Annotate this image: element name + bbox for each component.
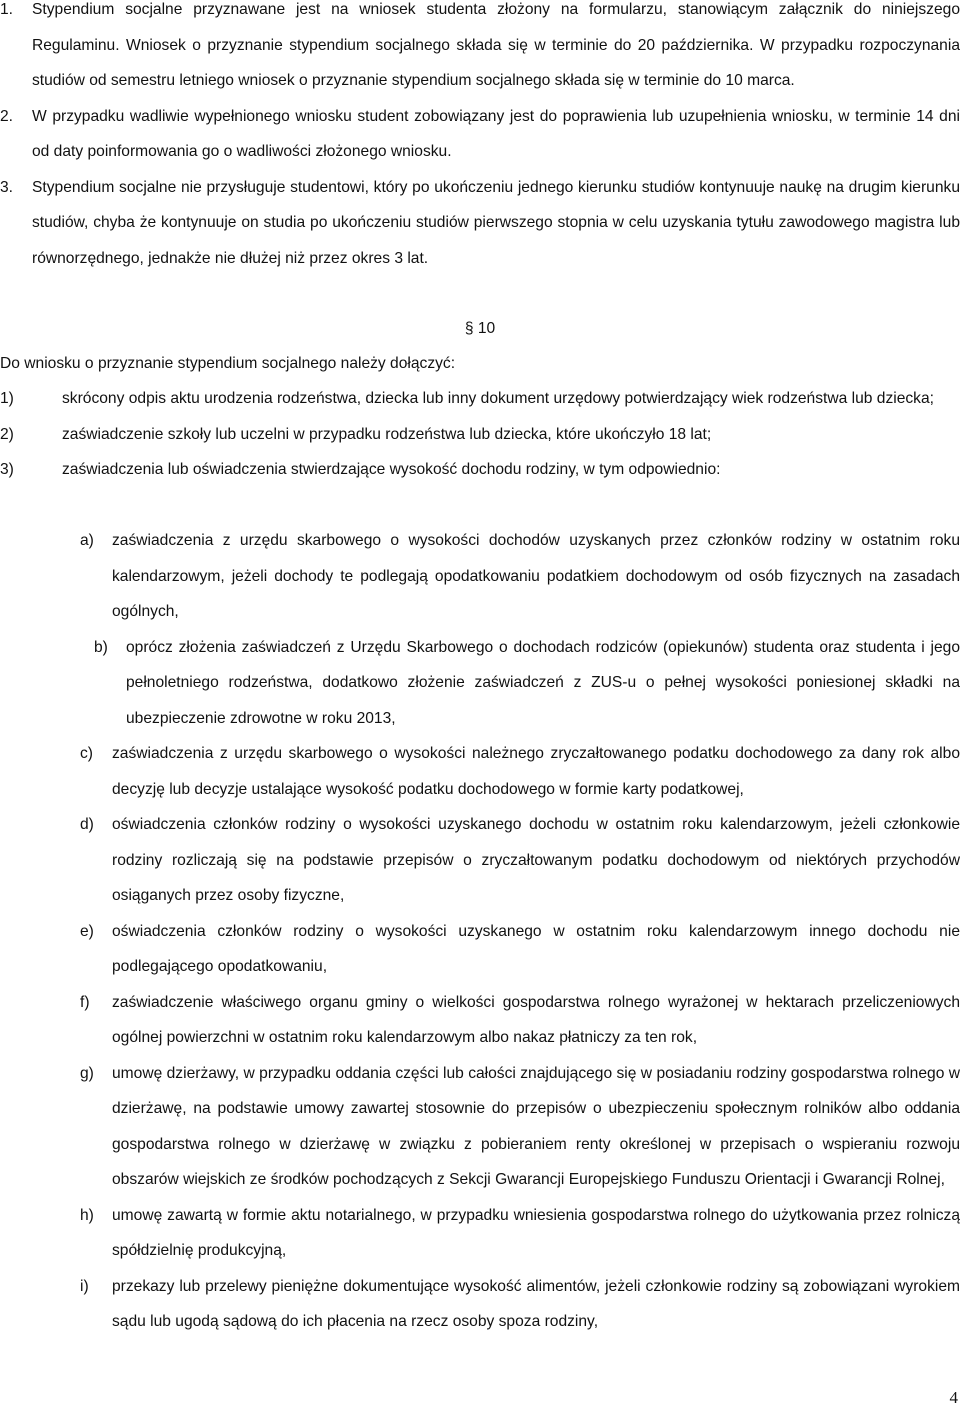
list-text: skrócony odpis aktu urodzenia rodzeństwa, dziecka lub inny dokument urzędowy potwierdzający wiek rodzeństwa lub dziecka; xyxy=(62,390,934,407)
sublist-letter: d) xyxy=(80,816,94,833)
sublist-item xyxy=(0,985,960,1056)
sublist-item xyxy=(0,630,960,737)
sublist-letter: f) xyxy=(80,993,90,1011)
page-number: 4 xyxy=(949,1388,958,1407)
sublist-text: zaświadczenia z urzędu skarbowego o wysokości należnego zryczałtowanego podatku dochodowego za dany rok albo decyzję lub decyzje ustalające wysokość podatku dochodowego w formie karty podatkowej, xyxy=(112,745,960,798)
paragraph-number: 3. xyxy=(0,178,14,196)
numbered-paragraphs xyxy=(0,0,960,276)
sublist-letter: g) xyxy=(80,1064,94,1082)
paragraph-text: Stypendium socjalne nie przysługuje studentowi, który po ukończeniu jednego kierunku studiów kontynuuje naukę na drugim kierunku studiów, chyba że kontynuuje on studia po ukończeniu studiów pierwszego stopnia w celu uzyskania tytułu zawodowego magistra lub równorzędnego, jednakże nie dłużej niż przez okres 3 lat. xyxy=(32,178,960,267)
sublist-letter: i) xyxy=(80,1277,89,1295)
sublist-letter: c) xyxy=(80,745,93,762)
sublist-item xyxy=(0,914,960,985)
sublist-letter: a) xyxy=(80,532,94,549)
list-item xyxy=(0,381,960,417)
intro-text: Do wniosku o przyznanie stypendium socjalnego należy dołączyć: xyxy=(0,355,456,372)
sublist-letter: h) xyxy=(80,1206,94,1224)
sublist-letter: e) xyxy=(80,922,94,940)
paragraph-text: Stypendium socjalne przyznawane jest na wniosek studenta złożony na formularzu, stanowiącym załącznik do niniejszego Regulaminu. Wniosek o przyznanie stypendium socjalnego składa się w terminie do 20 października. W przypadku rozpoczynania studiów od semestru letniego wniosek o przyznanie stypendium socjalnego składa się w terminie do 10 marca. xyxy=(32,1,960,89)
sublist-letter: b) xyxy=(94,638,108,656)
paragraph-3 xyxy=(0,170,960,277)
list-text: zaświadczenie szkoły lub uczelni w przypadku rodzeństwa lub dziecka, które ukończyło 18 lat; xyxy=(62,425,712,443)
section-heading: § 10 xyxy=(464,320,496,337)
sublist-item xyxy=(0,1269,960,1340)
paragraph-number: 2. xyxy=(0,107,14,125)
paragraph-1 xyxy=(0,0,960,99)
sublist-item xyxy=(0,736,960,807)
sublist-text: umowę dzierżawy, w przypadku oddania części lub całości znajdującego się w posiadaniu rodziny gospodarstwa rolnego w dzierżawę, na podstawie umowy zawartej stosownie do przepisów o ubezpieczeniu społecznym rolników albo oddania gospodarstwa rolnego w dzierżawę w związku z pobieraniem renty określonej w przepisach o wspieraniu rozwoju obszarów wiejskich ze środków pochodzących z Sekcji Gwarancji Europejskiego Funduszu Orientacji i Gwarancji Rolnej, xyxy=(112,1064,960,1188)
paragraph-2 xyxy=(0,99,960,170)
sublist-text: oprócz złożenia zaświadczeń z Urzędu Skarbowego o dochodach rodziców (opiekunów) studenta oraz studenta i jego pełnoletniego rodzeństwa, dodatkowo złożenie zaświadczeń z ZUS-u o pełnej wysokości poniesionej składki na ubezpieczenie zdrowotne w roku 2013, xyxy=(126,638,960,727)
sublist-item xyxy=(0,1056,960,1198)
sublist-text: przekazy lub przelewy pieniężne dokumentujące wysokość alimentów, jeżeli członkowie rodziny są zobowiązani wyrokiem sądu lub ugodą sądową do ich płacenia na rzecz osoby spoza rodziny, xyxy=(112,1277,960,1330)
list-number: 2) xyxy=(0,425,14,443)
list-item xyxy=(0,452,960,488)
sublist-item xyxy=(0,1198,960,1269)
sublist-text: umowę zawartą w formie aktu notarialnego, w przypadku wniesienia gospodarstwa rolnego do użytkowania przez rolniczą spółdzielnię produkcyjną, xyxy=(112,1206,960,1259)
sublist-text: zaświadczenie właściwego organu gminy o wielkości gospodarstwa rolnego wyrażonej w hektarach przeliczeniowych ogólnej powierzchni w ostatnim roku kalendarzowym albo nakaz płatniczy za ten rok, xyxy=(112,993,960,1046)
sublist-text: zaświadczenia z urzędu skarbowego o wysokości dochodów uzyskanych przez członków rodziny w ostatnim roku kalendarzowym, jeżeli dochody te podlegają opodatkowaniu podatkiem dochodowym od osób fizycznych na zasadach ogólnych, xyxy=(112,532,960,620)
list-item xyxy=(0,417,960,453)
sublist-text: oświadczenia członków rodziny o wysokości uzyskanego w ostatnim roku kalendarzowym innego dochodu nie podlegającego opodatkowaniu, xyxy=(112,922,960,975)
sublist-item xyxy=(0,807,960,914)
sublist-text: oświadczenia członków rodziny o wysokości uzyskanego dochodu w ostatnim roku kalendarzowym, jeżeli członkowie rodziny rozliczają się na podstawie przepisów o zryczałtowanym podatku dochodowym od niektórych przychodów osiąganych przez osoby fizyczne, xyxy=(112,816,960,904)
list-number: 3) xyxy=(0,461,14,478)
income-documents-sublist xyxy=(0,523,960,1340)
list-number: 1) xyxy=(0,390,14,407)
sublist-item xyxy=(0,523,960,630)
paragraph-number: 1. xyxy=(0,1,14,18)
attachments-list xyxy=(0,381,960,488)
paragraph-text: W przypadku wadliwie wypełnionego wniosku student zobowiązany jest do poprawienia lub uzupełnienia wniosku, w terminie 14 dni od daty poinformowania go o wadliwości złożonego wniosku. xyxy=(32,107,960,160)
list-text: zaświadczenia lub oświadczenia stwierdzające wysokość dochodu rodziny, w tym odpowiednio: xyxy=(62,461,721,478)
